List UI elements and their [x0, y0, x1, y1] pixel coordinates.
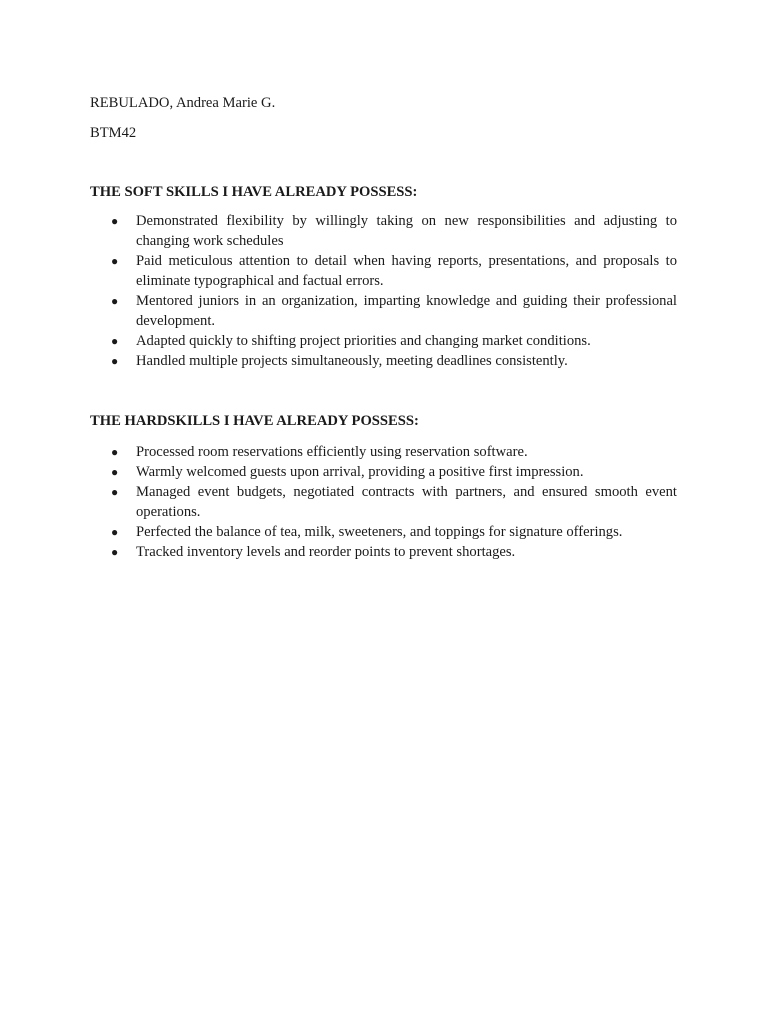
list-item-text: Adapted quickly to shifting project priorities and changing market conditions.	[136, 333, 591, 349]
student-name: REBULADO, Andrea Marie G.	[90, 95, 276, 111]
list-item	[90, 251, 677, 291]
soft-skills-heading: THE SOFT SKILLS I HAVE ALREADY POSSESS:	[90, 184, 418, 200]
bullet-icon: ●	[111, 525, 119, 539]
bullet-icon: ●	[111, 485, 119, 499]
bullet-icon: ●	[111, 445, 119, 459]
list-item-text: Processed room reservations efficiently using reservation software.	[136, 444, 528, 460]
list-item-text: Managed event budgets, negotiated contracts with partners, and ensured smooth event operations.	[136, 484, 677, 520]
list-item	[90, 522, 677, 542]
list-item	[90, 482, 677, 522]
list-item	[90, 291, 677, 331]
list-item	[90, 442, 677, 462]
list-item	[90, 542, 677, 562]
list-item-text: Handled multiple projects simultaneously, meeting deadlines consistently.	[136, 353, 568, 369]
list-item-text: Paid meticulous attention to detail when having reports, presentations, and proposals to eliminate typographical and factual errors.	[136, 253, 677, 289]
bullet-icon: ●	[111, 254, 119, 268]
list-item	[90, 331, 677, 351]
hard-skills-heading: THE HARDSKILLS I HAVE ALREADY POSSESS:	[90, 413, 419, 429]
list-item	[90, 211, 677, 251]
bullet-icon: ●	[111, 465, 119, 479]
list-item-text: Perfected the balance of tea, milk, sweeteners, and toppings for signature offerings.	[136, 524, 623, 540]
list-item	[90, 462, 677, 482]
bullet-icon: ●	[111, 294, 119, 308]
list-item-text: Demonstrated flexibility by willingly taking on new responsibilities and adjusting to changing work schedules	[136, 213, 677, 249]
list-item-text: Tracked inventory levels and reorder points to prevent shortages.	[136, 544, 516, 560]
bullet-icon: ●	[111, 334, 119, 348]
list-item-text: Mentored juniors in an organization, imparting knowledge and guiding their professional development.	[136, 293, 677, 329]
bullet-icon: ●	[111, 354, 119, 368]
bullet-icon: ●	[111, 214, 119, 228]
bullet-icon: ●	[111, 545, 119, 559]
list-item-text: Warmly welcomed guests upon arrival, providing a positive first impression.	[136, 464, 584, 480]
list-item	[90, 351, 677, 371]
class-section: BTM42	[90, 125, 137, 141]
hard-skills-list	[90, 442, 677, 562]
soft-skills-list	[90, 211, 677, 371]
